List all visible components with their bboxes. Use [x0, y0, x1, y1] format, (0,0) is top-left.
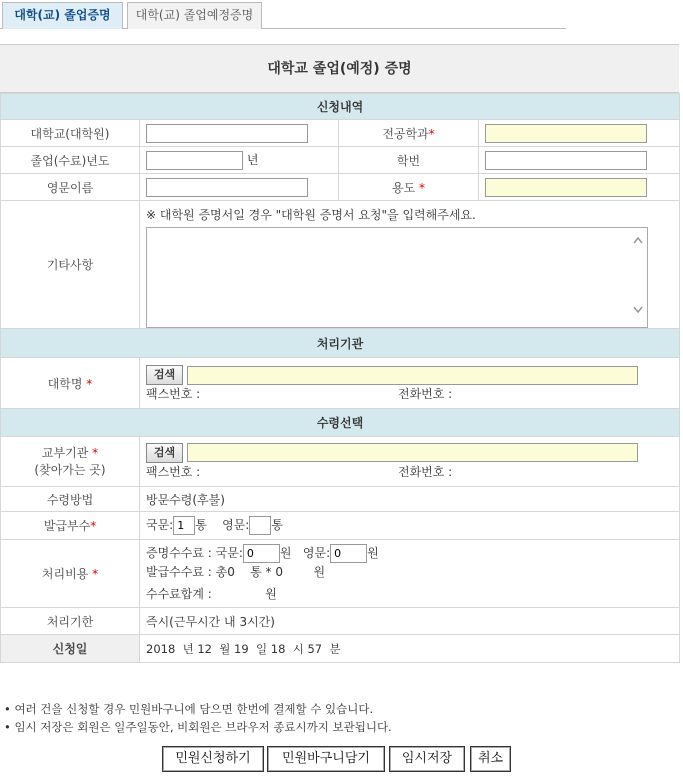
application-form — [0, 44, 679, 663]
copies-unit-kor: 통 — [195, 518, 207, 532]
cert-eng-fee-label: 영문: — [302, 545, 331, 560]
univ-name-input[interactable] — [187, 366, 638, 385]
method-value: 방문수령(후불) — [140, 487, 680, 512]
section-receive-title: 수령선택 — [1, 409, 680, 437]
student-id-input[interactable] — [485, 151, 647, 170]
cert-kor-fee-input[interactable] — [243, 544, 280, 563]
note-temp-save: • 임시 저장은 회원은 일주일동안, 비회원은 브라우저 종료시까지 보관됩니다. — [4, 720, 392, 734]
required-mark: * — [90, 519, 97, 533]
cert-fee-label: 증명수수료 : 국문: — [146, 545, 243, 560]
section-apply-title: 신청내역 — [1, 94, 680, 120]
deadline-label: 처리기한 — [1, 608, 140, 635]
cert-eng-fee-input[interactable] — [330, 544, 367, 563]
agency-phone-label: 전화번호 : — [398, 387, 453, 401]
form-title: 대학교 졸업(예정) 증명 — [0, 45, 679, 93]
tab-bar — [0, 0, 566, 29]
agency-search-button[interactable]: 검색 — [146, 365, 183, 385]
deliver-agency-input[interactable] — [187, 443, 638, 462]
year-unit: 년 — [246, 152, 259, 167]
deliver-phone-label: 전화번호 : — [398, 464, 453, 479]
deadline-value: 즉시(근무시간 내 3시간) — [140, 608, 680, 635]
grad-year-label: 졸업(수료)년도 — [1, 147, 140, 174]
apply-button[interactable]: 민원신청하기 — [162, 746, 264, 772]
date-value: 2018 년 12 월 19 일 18 시 57 분 — [140, 635, 680, 663]
section-apply-header — [1, 94, 680, 120]
kor-copies-label: 국문: — [146, 518, 174, 532]
issue-fee-text: 발급수수료 : 총0 통 * 0 원 — [146, 564, 326, 579]
required-mark: * — [428, 126, 435, 141]
form-table — [0, 93, 680, 663]
required-mark: * — [92, 445, 99, 460]
textarea-scrollbar[interactable] — [631, 231, 645, 324]
required-mark: * — [419, 180, 425, 195]
copies-label: 발급부수 — [43, 519, 91, 533]
won-unit-kor: 원 — [279, 545, 292, 560]
grad-year-input[interactable] — [146, 151, 243, 170]
deliver-search-button[interactable]: 검색 — [146, 443, 183, 463]
kor-copies-input[interactable] — [173, 516, 195, 535]
deliver-label: 교부기관 — [41, 445, 89, 460]
notes — [4, 700, 392, 736]
temp-save-button[interactable]: 임시저장 — [389, 746, 465, 772]
action-buttons — [0, 746, 683, 772]
tab-expected-graduation-cert[interactable]: 대학(교) 졸업예정증명 — [127, 2, 262, 29]
section-agency-title: 처리기관 — [1, 329, 680, 358]
major-label: 전공학과 — [382, 126, 429, 141]
university-input[interactable] — [146, 124, 308, 143]
required-mark: * — [86, 376, 93, 391]
note-basket: • 여러 건을 신청할 경우 민원바구니에 담으면 한번에 결제할 수 있습니다. — [4, 702, 374, 716]
won-unit-eng: 원 — [367, 545, 379, 560]
copies-unit-eng: 통 — [271, 518, 283, 532]
other-label: 기타사항 — [1, 201, 140, 329]
scroll-arrows-icon — [631, 231, 645, 324]
required-mark: * — [92, 567, 99, 581]
cost-label: 처리비용 — [41, 567, 89, 581]
tab-graduation-cert[interactable]: 대학(교) 졸업증명 — [2, 2, 123, 29]
university-label: 대학교(대학원) — [1, 120, 140, 147]
eng-copies-label: 영문: — [222, 518, 250, 532]
deliver-sub-label: (찾아가는 곳) — [34, 462, 106, 477]
univ-name-label: 대학명 — [47, 376, 83, 391]
deliver-fax-label: 팩스번호 : — [146, 464, 201, 479]
other-note: ※ 대학원 증명서일 경우 "대학원 증명서 요청"을 입력해주세요. — [146, 208, 476, 222]
total-fee-text: 수수료합계 : 원 — [146, 586, 277, 601]
method-label: 수령방법 — [1, 487, 140, 512]
agency-fax-label: 팩스번호 : — [146, 387, 201, 401]
student-id-label: 학번 — [339, 147, 479, 174]
major-input[interactable] — [485, 124, 647, 143]
eng-copies-input[interactable] — [249, 516, 271, 535]
purpose-input[interactable] — [485, 178, 647, 197]
section-agency-header — [1, 329, 680, 358]
cancel-button[interactable]: 취소 — [470, 746, 511, 772]
section-receive-header — [1, 409, 680, 437]
add-to-basket-button[interactable]: 민원바구니담기 — [267, 746, 385, 772]
english-name-label: 영문이름 — [1, 174, 140, 201]
other-textarea[interactable] — [146, 227, 648, 328]
purpose-label: 용도 — [391, 180, 416, 195]
date-label: 신청일 — [1, 635, 140, 663]
english-name-input[interactable] — [146, 178, 308, 197]
